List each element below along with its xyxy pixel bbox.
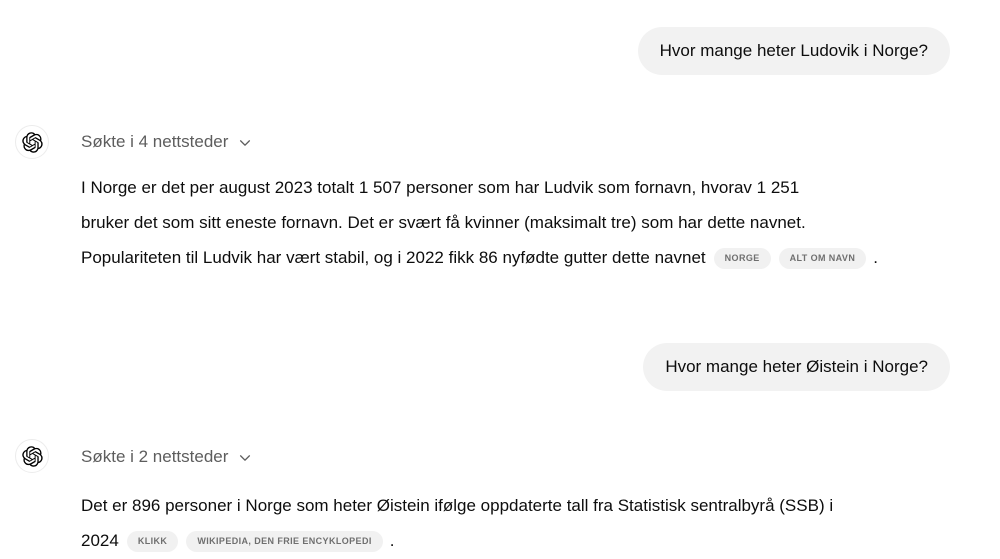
- assistant-text-line: [81, 240, 878, 275]
- search-status-label: Søkte i 2 nettsteder: [81, 447, 229, 466]
- assistant-text-line: bruker det som sitt eneste fornavn. Det er svært få kvinner (maksimalt tre) som har dette navnet.: [81, 213, 806, 232]
- assistant-avatar: [15, 439, 49, 473]
- openai-logo-icon: [22, 446, 43, 467]
- citation-pill[interactable]: WIKIPEDIA, DEN FRIE ENCYKLOPEDI: [186, 531, 382, 552]
- citation-pill[interactable]: NORGE: [714, 248, 771, 269]
- sentence-period: .: [873, 248, 878, 267]
- sentence-period: .: [389, 531, 395, 550]
- citation-pill[interactable]: KLIKK: [127, 531, 179, 552]
- user-message-bubble: Hvor mange heter Øistein i Norge?: [643, 343, 950, 391]
- chevron-down-icon: [238, 451, 252, 465]
- assistant-text-fragment: Populariteten til Ludvik har vært stabil, og i 2022 fikk 86 nyfødte gutter dette navnet: [81, 248, 706, 267]
- chevron-down-icon: [238, 136, 252, 150]
- assistant-text-line: I Norge er det per august 2023 totalt 1 507 personer som har Ludvik som fornavn, hvorav 1 251: [81, 178, 800, 197]
- assistant-message: [81, 170, 878, 275]
- assistant-text-line: Det er 896 personer i Norge som heter Øistein ifølge oppdaterte tall fra Statistisk sentralbyrå (SSB) i: [81, 496, 834, 515]
- assistant-avatar: [15, 125, 49, 159]
- search-status-label: Søkte i 4 nettsteder: [81, 132, 229, 151]
- openai-logo-icon: [22, 132, 43, 153]
- assistant-text-fragment: 2024: [81, 531, 119, 550]
- search-status-toggle[interactable]: [81, 440, 252, 474]
- citation-pill[interactable]: ALT OM NAVN: [779, 248, 867, 269]
- assistant-text-line: [81, 523, 833, 558]
- search-status-toggle[interactable]: [81, 125, 252, 159]
- assistant-message: [81, 488, 833, 558]
- user-message-bubble: Hvor mange heter Ludovik i Norge?: [638, 27, 950, 75]
